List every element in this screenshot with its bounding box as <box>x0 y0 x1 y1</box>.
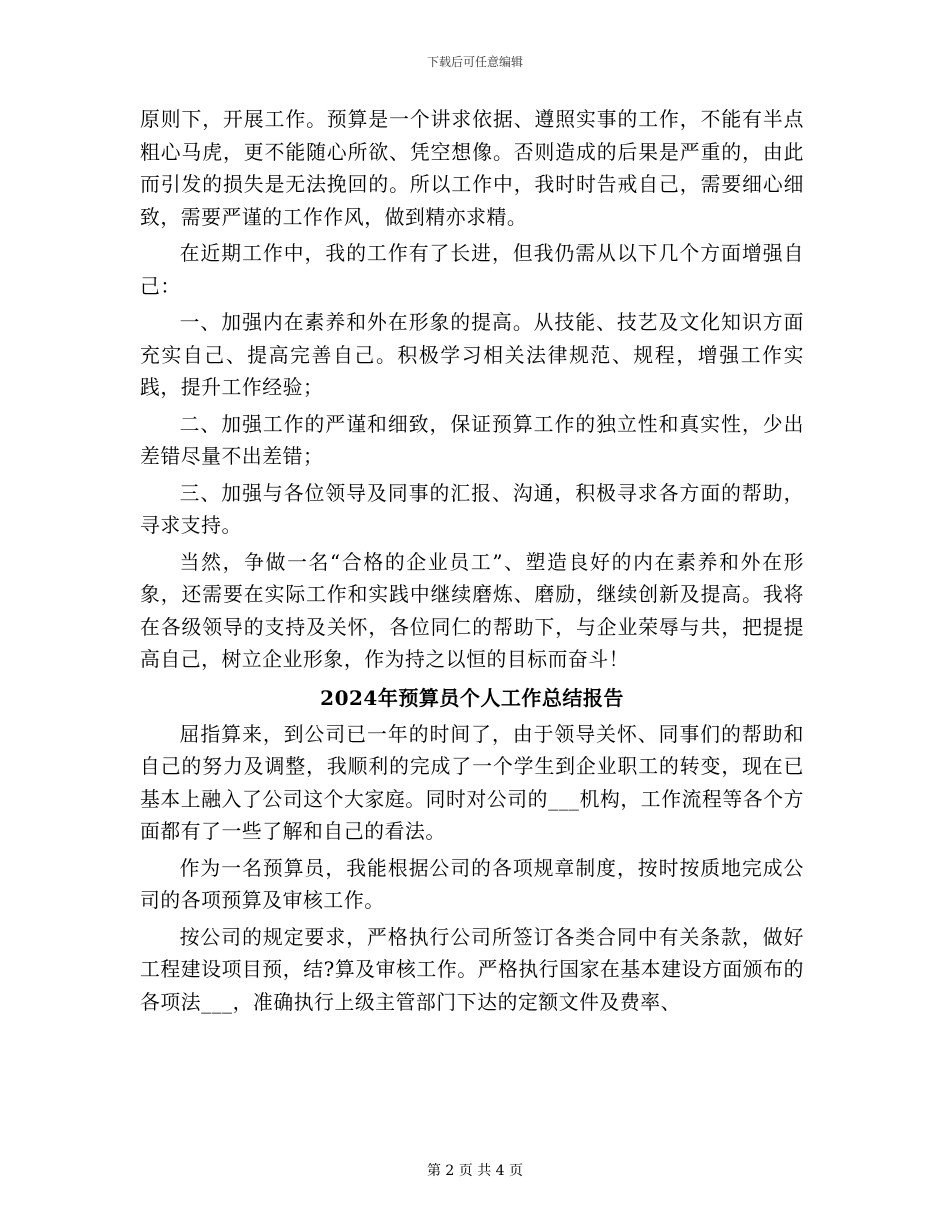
paragraph-1: 原则下，开展工作。预算是一个讲求依据、遵照实事的工作，不能有半点粗心马虎，更不能随心所欲、凭空想像。否则造成的后果是严重的，由此而引发的损失是无法挽回的。所以工作中，我时时告戒自己，需要细心细致，需要严谨的工作作风，做到精亦求精。 <box>140 108 804 229</box>
paragraph-4: 二、加强工作的严谨和细致，保证预算工作的独立性和真实性，少出差错尽量不出差错； <box>140 412 804 468</box>
paragraph-5: 三、加强与各位领导及同事的汇报、沟通，积极寻求各方面的帮助，寻求支持。 <box>140 481 804 537</box>
page-footer: 第 2 页 共 4 页 <box>426 1163 524 1179</box>
paragraph-7: 屈指算来，到公司已一年的时间了，由于领导关怀、同事们的帮助和自己的努力及调整，我顺利的完成了一个学生到企业职工的转变，现在已基本上融入了公司这个大家庭。同时对公司的___机构，工作流程等各个方面都有了一些了解和自己的看法。 <box>140 722 804 843</box>
section-title: 2024年预算员个人工作总结报告 <box>320 685 624 710</box>
paragraph-2: 在近期工作中，我的工作有了长进，但我仍需从以下几个方面增强自己： <box>140 242 804 298</box>
document-body <box>140 104 804 1023</box>
paragraph-8: 作为一名预算员，我能根据公司的各项规章制度，按时按质地完成公司的各项预算及审核工作。 <box>140 856 804 912</box>
paragraph-9: 按公司的规定要求，严格执行公司所签订各类合同中有关条款，做好工程建设项目预，结?算及审核工作。严格执行国家在基本建设方面颁布的各项法___，准确执行上级主管部门下达的定额文件及费率、 <box>140 925 804 1014</box>
paragraph-3: 一、加强内在素养和外在形象的提高。从技能、技艺及文化知识方面充实自己、提高完善自己。积极学习相关法律规范、规程，增强工作实践，提升工作经验； <box>140 311 804 399</box>
page-header: 下载后可任意编辑 <box>426 55 523 69</box>
paragraph-6: 当然，争做一名“合格的企业员工”、塑造良好的内在素养和外在形象，还需要在实际工作和实践中继续磨炼、磨励，继续创新及提高。我将在各级领导的支持及关怀，各位同仁的帮助下，与企业荣辱与共，把提提高自己，树立企业形象，作为持之以恒的目标而奋斗！ <box>140 550 804 671</box>
